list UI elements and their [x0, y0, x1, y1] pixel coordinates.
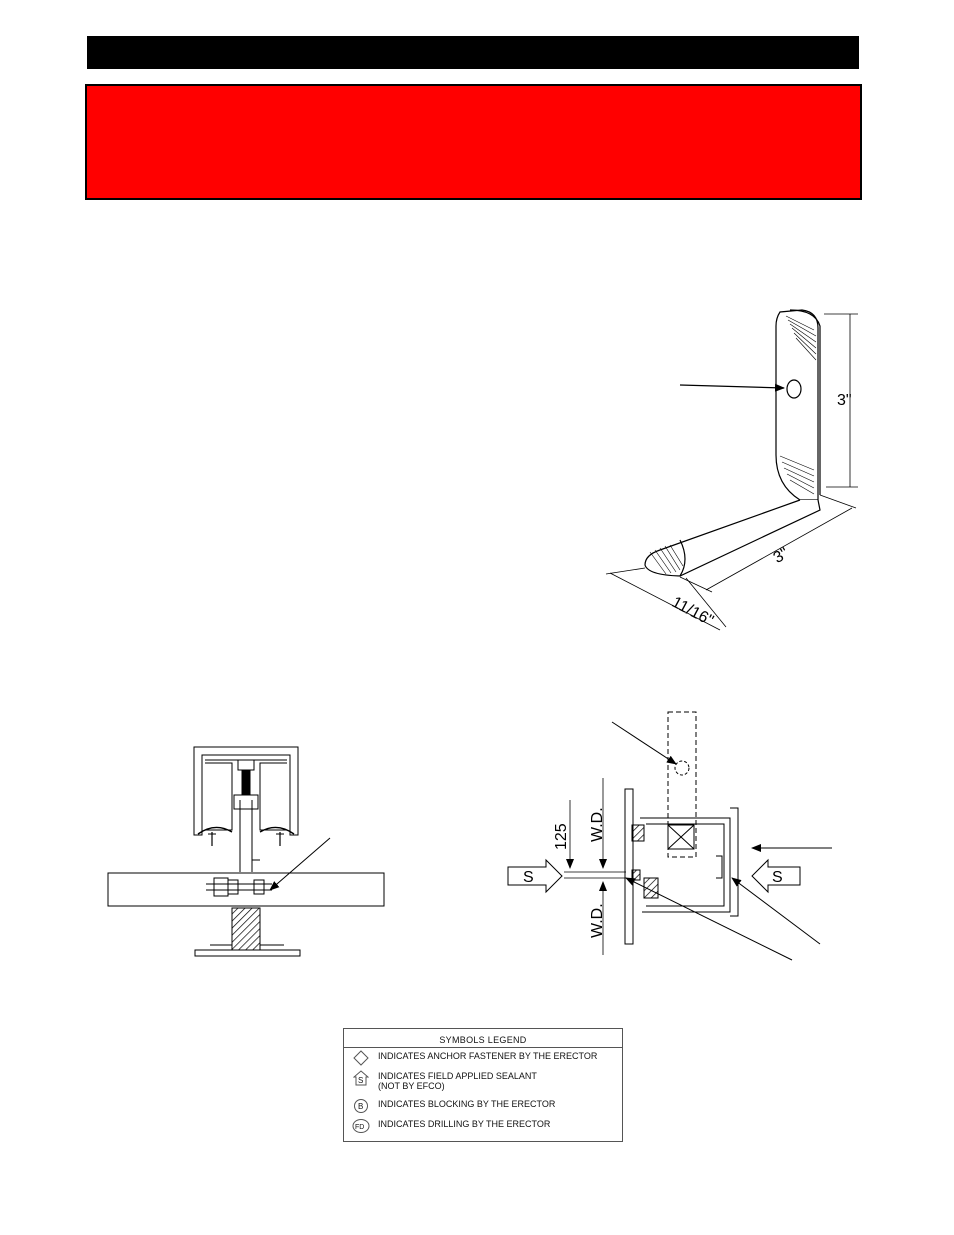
l-bracket-drawing	[606, 310, 858, 630]
legend-item-subtext: (NOT BY EFCO)	[378, 1081, 445, 1091]
legend-item-sealant	[352, 1071, 537, 1091]
sealant-icon	[352, 1071, 370, 1085]
legend-item-text: INDICATES FIELD APPLIED SEALANT	[378, 1071, 537, 1081]
dim-width: 11/16"	[668, 593, 717, 630]
legend-item-text: INDICATES DRILLING BY THE ERECTOR	[378, 1119, 551, 1129]
drilling-icon-letter: FD	[355, 1124, 365, 1131]
sealant-symbol-right: S	[772, 869, 783, 886]
symbols-legend	[343, 1028, 623, 1142]
drilling-icon	[352, 1119, 370, 1133]
sealant-icon-letter: S	[358, 1076, 364, 1085]
blocking-icon-letter: B	[358, 1102, 364, 1111]
dim-125: 125	[553, 823, 570, 850]
legend-divider	[344, 1047, 622, 1048]
dim-wd-top: W.D.	[589, 807, 606, 842]
legend-item-text: INDICATES ANCHOR FASTENER BY THE ERECTOR	[378, 1051, 598, 1061]
sealant-symbol-left: S	[523, 869, 534, 886]
dim-length: 3"	[770, 544, 792, 567]
legend-item-blocking	[352, 1099, 555, 1113]
blocking-icon	[352, 1099, 370, 1113]
legend-item-anchor	[352, 1051, 597, 1065]
legend-item-text: INDICATES BLOCKING BY THE ERECTOR	[378, 1099, 556, 1109]
dim-wd-bottom: W.D.	[589, 903, 606, 938]
mullion-section-drawing	[108, 747, 384, 956]
legend-title: SYMBOLS LEGEND	[439, 1035, 527, 1045]
dim-height: 3"	[837, 392, 852, 409]
diamond-icon	[352, 1051, 370, 1065]
legend-item-drilling	[352, 1119, 550, 1133]
